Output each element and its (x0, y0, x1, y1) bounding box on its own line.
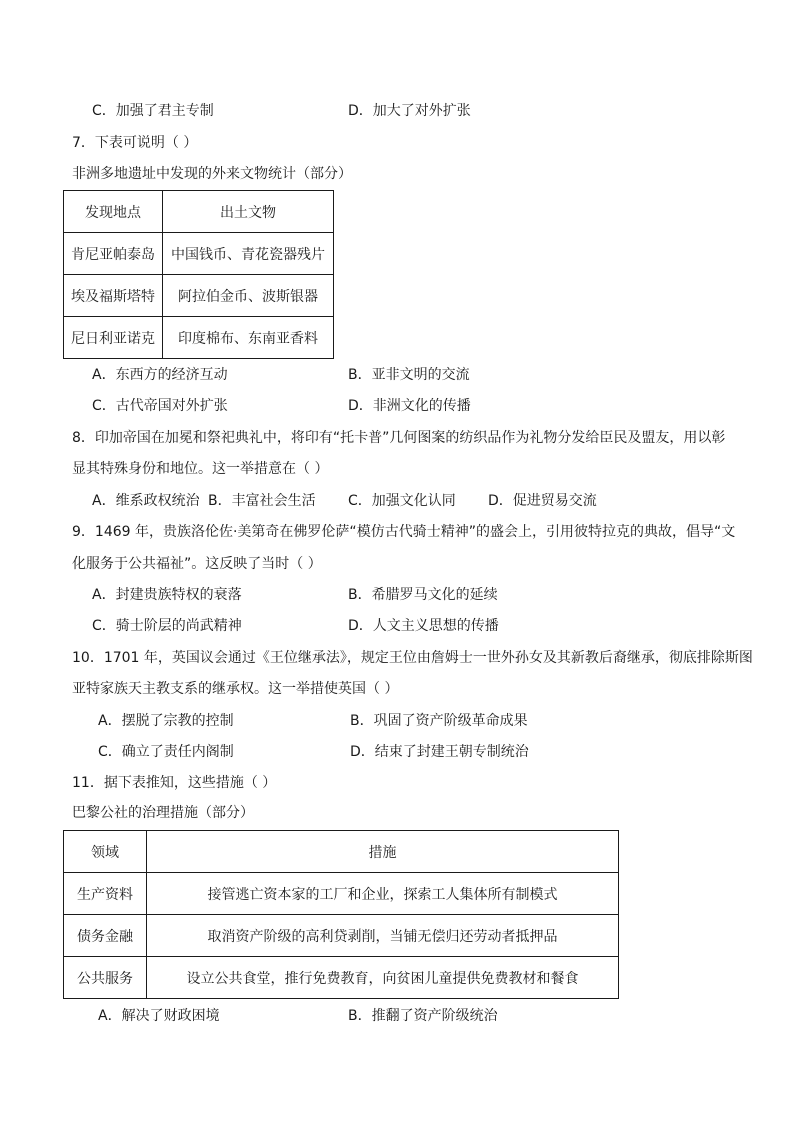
q8-option-b[interactable]: B．丰富社会生活 (208, 493, 316, 509)
table-cell: 取消资产阶级的高利贷剥削，当铺无偿归还劳动者抵押品 (147, 915, 619, 957)
q10-option-d[interactable]: D．结束了封建王朝专制统治 (350, 744, 529, 760)
q11-option-a[interactable]: A．解决了财政困境 (98, 1008, 220, 1024)
q10-option-b[interactable]: B．巩固了资产阶级革命成果 (350, 713, 528, 729)
q7-option-d[interactable]: D．非洲文化的传播 (348, 398, 471, 414)
table-row (64, 873, 619, 915)
q11-option-b[interactable]: B．推翻了资产阶级统治 (348, 1008, 498, 1024)
table-cell: 接管逃亡资本家的工厂和企业，探索工人集体所有制模式 (147, 873, 619, 915)
q11-stem: 11．据下表推知，这些措施（ ） (72, 775, 277, 791)
q7-option-b[interactable]: B．亚非文明的交流 (348, 367, 470, 383)
table-cell: 生产资料 (64, 873, 147, 915)
q7-stem: 7．下表可说明（ ） (72, 135, 198, 151)
q8-stem-line-2: 显其特殊身份和地位。这一举措意在（ ） (72, 461, 329, 477)
table-row (64, 317, 334, 359)
q9-stem-line-1: 9．1469 年，贵族洛伦佐·美第奇在佛罗伦萨“模仿古代骑士精神”的盛会上，引用彼特拉克的典故，倡导“文 (72, 524, 736, 540)
table-header-row (64, 831, 619, 873)
table-header-row (64, 191, 334, 233)
q10-option-a[interactable]: A．摆脱了宗教的控制 (98, 713, 234, 729)
table-cell: 肯尼亚帕泰岛 (64, 233, 163, 275)
table-cell: 设立公共食堂，推行免费教育，向贫困儿童提供免费教材和餐食 (147, 957, 619, 999)
q9-option-c[interactable]: C．骑士阶层的尚武精神 (92, 618, 242, 634)
table-cell: 债务金融 (64, 915, 147, 957)
table-row (64, 233, 334, 275)
q7-option-c[interactable]: C．古代帝国对外扩张 (92, 398, 228, 414)
q7-table-title: 非洲多地遗址中发现的外来文物统计（部分） (72, 166, 352, 182)
table-header-cell: 发现地点 (64, 191, 163, 233)
table-cell: 埃及福斯塔特 (64, 275, 163, 317)
table-header-cell: 措施 (147, 831, 619, 873)
table-cell: 印度棉布、东南亚香料 (163, 317, 334, 359)
table-header-cell: 出土文物 (163, 191, 334, 233)
q8-option-c[interactable]: C．加强文化认同 (348, 493, 456, 509)
q10-stem-line-2: 亚特家族天主教支系的继承权。这一举措使英国（ ） (72, 681, 399, 697)
q6-option-c[interactable]: C．加强了君主专制 (92, 103, 214, 119)
q11-table (63, 830, 619, 999)
q8-option-a[interactable]: A．维系政权统治 (92, 493, 200, 509)
q11-table-title: 巴黎公社的治理措施（部分） (72, 805, 254, 821)
q10-stem-line-1: 10．1701 年，英国议会通过《王位继承法》，规定王位由詹姆士一世外孙女及其新教后裔继承，彻底排除斯图 (72, 650, 753, 666)
q6-option-d[interactable]: D．加大了对外扩张 (348, 103, 471, 119)
q9-option-a[interactable]: A．封建贵族特权的衰落 (92, 587, 242, 603)
table-cell: 阿拉伯金币、波斯银器 (163, 275, 334, 317)
table-row (64, 275, 334, 317)
table-header-cell: 领域 (64, 831, 147, 873)
table-row (64, 957, 619, 999)
table-row (64, 915, 619, 957)
table-cell: 尼日利亚诺克 (64, 317, 163, 359)
q7-option-a[interactable]: A．东西方的经济互动 (92, 367, 228, 383)
q7-table (63, 190, 334, 359)
q9-option-b[interactable]: B．希腊罗马文化的延续 (348, 587, 498, 603)
q10-option-c[interactable]: C．确立了责任内阁制 (98, 744, 234, 760)
q8-option-d[interactable]: D．促进贸易交流 (488, 493, 597, 509)
table-cell: 公共服务 (64, 957, 147, 999)
q8-stem-line-1: 8．印加帝国在加冕和祭祀典礼中，将印有“托卡普”几何图案的纺织品作为礼物分发给臣民及盟友，用以彰 (72, 430, 726, 446)
q9-stem-line-2: 化服务于公共福祉”。这反映了当时（ ） (72, 556, 322, 572)
q9-option-d[interactable]: D．人文主义思想的传播 (348, 618, 499, 634)
table-cell: 中国钱币、青花瓷器残片 (163, 233, 334, 275)
